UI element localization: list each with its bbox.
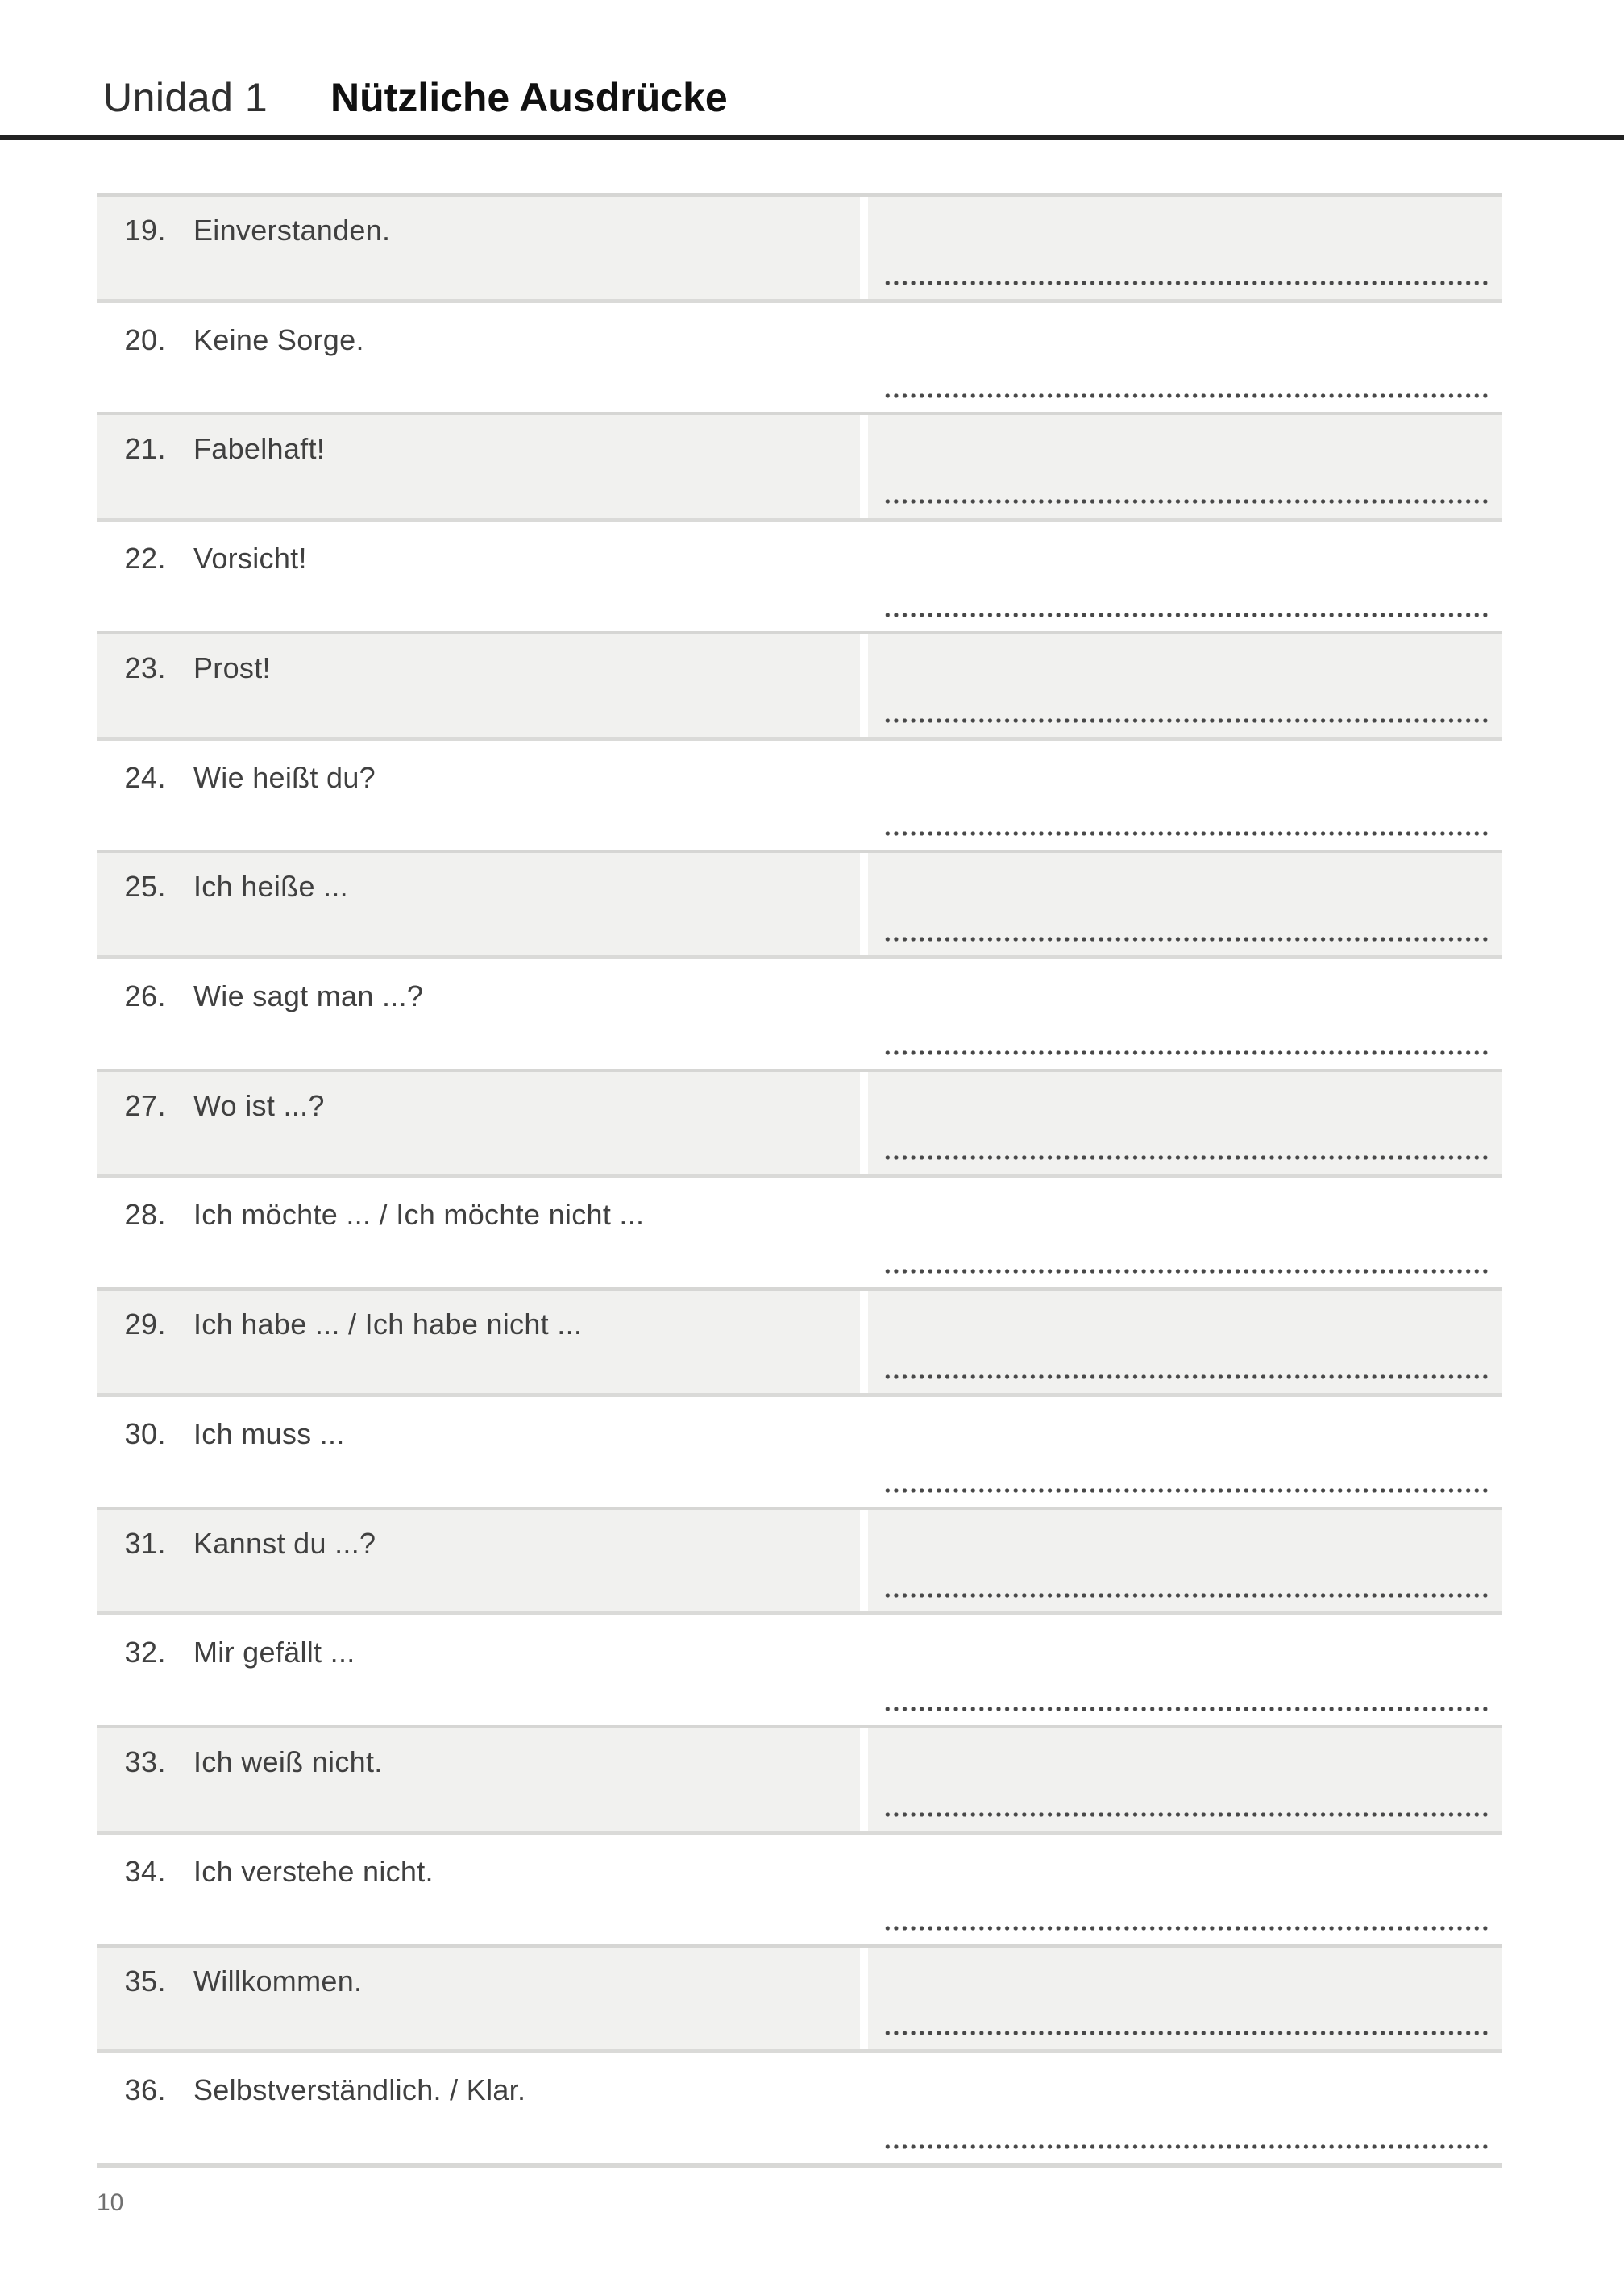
list-item — [97, 1615, 1502, 1725]
answer-dotted-line — [883, 1154, 1489, 1161]
item-number: 30. — [124, 1416, 166, 1450]
item-phrase: Keine Sorge. — [193, 322, 364, 356]
item-number: 33. — [124, 1745, 166, 1779]
answer-dotted-line — [883, 830, 1489, 837]
list-item — [97, 741, 1502, 850]
answer-dotted-line — [883, 1487, 1489, 1494]
list-item — [97, 303, 1502, 413]
answer-dotted-line — [883, 1925, 1489, 1931]
item-phrase: Willkommen. — [193, 1964, 363, 1998]
list-item — [97, 959, 1502, 1069]
item-number: 29. — [124, 1308, 166, 1341]
list-item — [97, 631, 1502, 741]
answer-dotted-line — [883, 1706, 1489, 1712]
item-number: 36. — [124, 2073, 166, 2107]
list-item — [97, 2053, 1502, 2163]
item-number: 19. — [124, 214, 166, 247]
item-phrase: Selbstverständlich. / Klar. — [193, 2073, 526, 2107]
answer-dotted-line — [883, 717, 1489, 724]
list-item — [97, 522, 1502, 631]
item-number: 21. — [124, 432, 166, 466]
answer-dotted-line — [883, 498, 1489, 505]
page-title: Nützliche Ausdrücke — [330, 75, 728, 120]
item-phrase: Ich habe ... / Ich habe nicht ... — [193, 1308, 583, 1341]
column-divider — [860, 634, 868, 737]
item-phrase: Ich heiße ... — [193, 870, 348, 904]
phrase-list — [97, 193, 1502, 2163]
list-item — [97, 850, 1502, 959]
item-phrase: Wo ist ...? — [193, 1088, 325, 1122]
item-number: 27. — [124, 1088, 166, 1122]
item-number: 31. — [124, 1526, 166, 1560]
column-divider — [860, 1728, 868, 1831]
answer-dotted-line — [883, 1268, 1489, 1274]
list-item — [97, 1178, 1502, 1287]
answer-dotted-line — [883, 2143, 1489, 2150]
item-phrase: Fabelhaft! — [193, 432, 326, 466]
column-divider — [860, 415, 868, 518]
list-item — [97, 1944, 1502, 2054]
answer-dotted-line — [883, 393, 1489, 399]
item-phrase: Ich verstehe nicht. — [193, 1854, 434, 1888]
unit-label: Unidad 1 — [103, 75, 268, 120]
item-number: 24. — [124, 760, 166, 794]
column-divider — [860, 1291, 868, 1393]
answer-dotted-line — [883, 280, 1489, 286]
item-number: 34. — [124, 1854, 166, 1888]
list-item — [97, 1287, 1502, 1397]
list-item — [97, 1725, 1502, 1835]
answer-dotted-line — [883, 936, 1489, 942]
item-number: 26. — [124, 979, 166, 1013]
page-header — [103, 77, 728, 118]
answer-dotted-line — [883, 612, 1489, 618]
item-phrase: Wie heißt du? — [193, 760, 376, 794]
item-phrase: Kannst du ...? — [193, 1526, 376, 1560]
list-item — [97, 1069, 1502, 1179]
list-item — [97, 1397, 1502, 1507]
footer-rule — [97, 2163, 1502, 2168]
header-rule — [0, 135, 1624, 140]
item-number: 20. — [124, 322, 166, 356]
item-phrase: Einverstanden. — [193, 214, 391, 247]
item-number: 35. — [124, 1964, 166, 1998]
item-number: 22. — [124, 542, 166, 576]
item-phrase: Mir gefällt ... — [193, 1636, 355, 1669]
column-divider — [860, 1948, 868, 2050]
list-item — [97, 1835, 1502, 1944]
item-phrase: Vorsicht! — [193, 542, 307, 576]
item-number: 28. — [124, 1198, 166, 1232]
answer-dotted-line — [883, 1050, 1489, 1056]
item-phrase: Prost! — [193, 651, 271, 684]
answer-dotted-line — [883, 2030, 1489, 2036]
column-divider — [860, 853, 868, 955]
item-number: 32. — [124, 1636, 166, 1669]
column-divider — [860, 1510, 868, 1612]
answer-dotted-line — [883, 1811, 1489, 1818]
page-number: 10 — [97, 2189, 124, 2216]
item-phrase: Ich weiß nicht. — [193, 1745, 383, 1779]
answer-dotted-line — [883, 1592, 1489, 1599]
column-divider — [860, 197, 868, 299]
item-phrase: Ich möchte ... / Ich möchte nicht ... — [193, 1198, 645, 1232]
item-phrase: Ich muss ... — [193, 1416, 345, 1450]
item-phrase: Wie sagt man ...? — [193, 979, 424, 1013]
item-number: 25. — [124, 870, 166, 904]
item-number: 23. — [124, 651, 166, 684]
answer-dotted-line — [883, 1374, 1489, 1380]
list-item — [97, 1507, 1502, 1616]
column-divider — [860, 1072, 868, 1175]
list-item — [97, 193, 1502, 303]
list-item — [97, 412, 1502, 522]
